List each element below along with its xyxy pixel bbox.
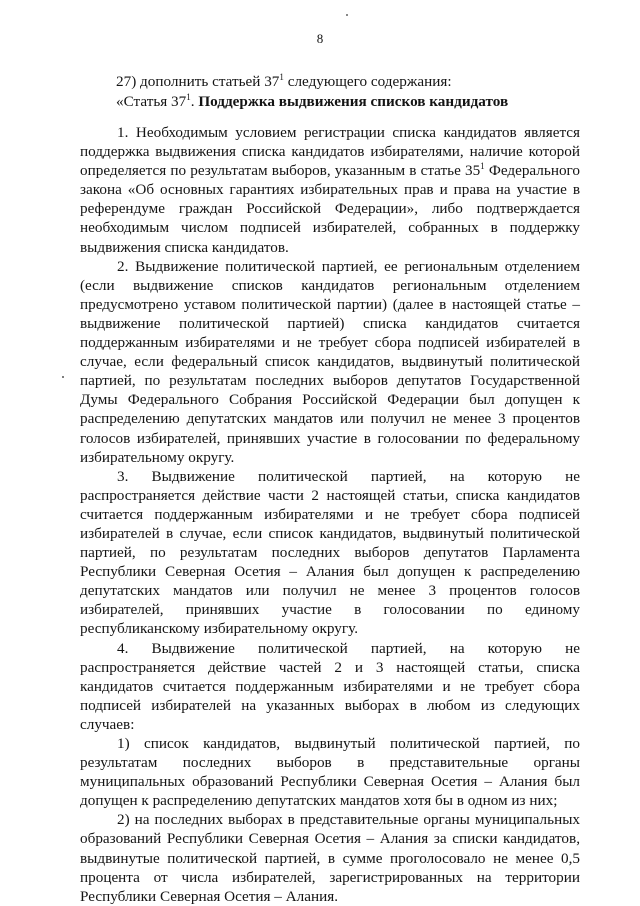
paragraph-4-item-2: 2) на последних выборах в представительные органы муниципальных образований Республики Северная Осетия – Алания за списки кандидатов, выдвинутые политической партией, в сумме проголосовало не менее 0,5 процента от числа избирателей, зарегистрированных на территории Республики Северная Осетия – Алания. [80,811,580,905]
paragraph-1-text-b: Федерального закона «Об основных гарантиях избирательных прав и права на участие в референдуме граждан Российской Федерации», либо подтверждается необходимым числом подписей избирателей, собранных в поддержку выдвижения списка кандидатов. [80,162,580,256]
amendment-intro-superscript: 1 [279,71,284,82]
article-title: Поддержка выдвижения списков кандидатов [198,93,509,110]
amendment-intro [116,72,580,92]
amendment-intro-suffix: следующего содержания: [283,73,452,90]
paragraph-4-item-1: 1) список кандидатов, выдвинутый политической партией, по результатам последних выборов в представительные органы муниципальных образований Республики Северная Осетия – Алания был допущен к распределению депутатских мандатов хотя бы в одном из них; [80,735,580,810]
scan-speck [346,14,348,16]
paragraph-3: 3. Выдвижение политической партией, на которую не распространяется действие части 2 настоящей статьи, списка кандидатов считается поддержанным избирателями и не требует сбора подписей избирателей в случае, если список кандидатов, выдвинутый политической партией, по результатам последних выборов депутатов Парламента Республики Северная Осетия – Алания был допущен к распределению депутатских мандатов или получил не менее 3 процентов голосов избирателей, принявших участие в голосовании по единому республиканскому избирательному округу. [80,467,580,638]
page-number: 8 [316,31,324,46]
paragraph-1 [80,123,580,257]
paragraph-2: 2. Выдвижение политической партией, ее региональным отделением (если выдвижение списков кандидатов региональным отделением предусмотрено уставом политической партии) (далее в настоящей статье – выдвижение политической партией) списка кандидатов считается поддержанным избирателями и не требует сбора подписей избирателей в случае, если федеральный список кандидатов, выдвинутый политической партией, по результатам последних выборов депутатов Государственной Думы Федерального Собрания Российской Федерации был допущен к распределению депутатских мандатов или получил не менее 3 процентов голосов избирателей, принявших участие в голосовании по федеральному избирательному округу. [80,257,580,466]
article-prefix: «Статья 37 [116,93,187,110]
amendment-intro-prefix: 27) дополнить статьей 37 [116,73,280,90]
margin-mark [62,376,64,378]
amendment-heading [80,72,580,112]
paragraph-1-superscript: 1 [480,161,485,172]
article-title-line [116,92,580,112]
article-number-superscript: 1 [186,91,191,102]
article-body [80,123,580,906]
paragraph-1-text-a: 1. Необходимым условием регистрации списка кандидатов является поддержка выдвижения списка кандидатов избирателями, наличие которой определяется по результатам выборов, указанным в статье 35 [80,124,580,180]
article-dot: . [190,93,199,110]
paragraph-4: 4. Выдвижение политической партией, на которую не распространяется действие частей 2 и 3 настоящей статьи, списка кандидатов считается поддержанным избирателями и не требует сбора подписей избирателей на указанных выборах в любом из следующих случаев: [80,639,580,733]
